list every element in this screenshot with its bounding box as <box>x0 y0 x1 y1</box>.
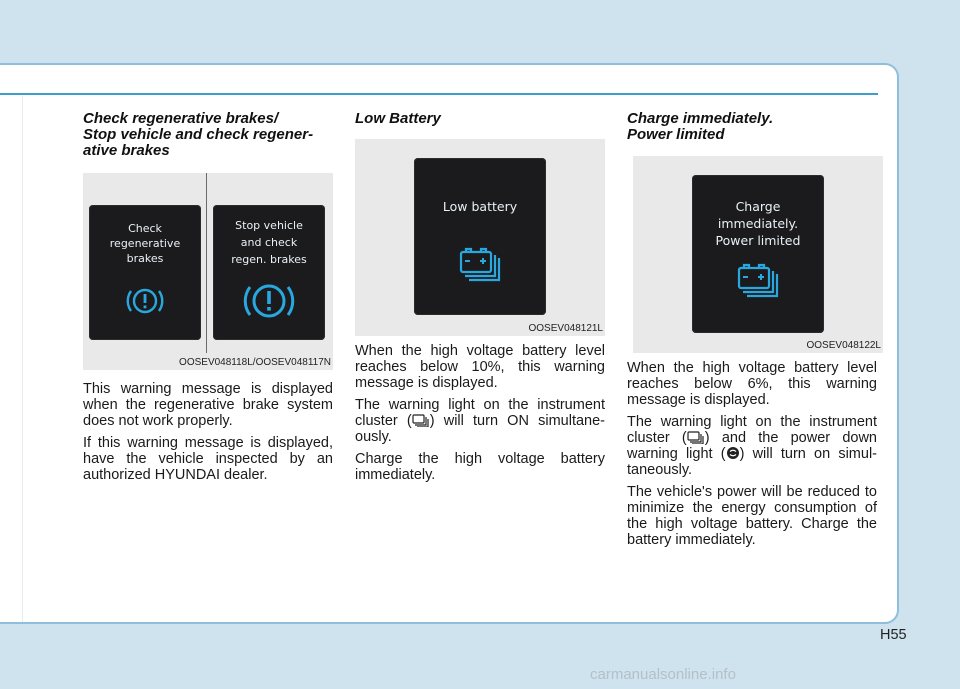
header-rule <box>0 93 878 95</box>
paragraph: When the high voltage battery level reaches below 6%, this warning message is displayed. <box>627 360 877 408</box>
paragraph: When the high voltage battery level reaches below 10%, this warning message is displayed. <box>355 343 605 391</box>
watermark: carmanualsonline.info <box>590 666 736 683</box>
screen-line: Low battery <box>442 199 518 214</box>
screen-line: regenerative <box>109 237 181 250</box>
screen-line: regen. brakes <box>231 253 307 266</box>
paragraph <box>355 397 605 445</box>
heading-line: Low Battery <box>355 110 441 127</box>
figure-code: OOSEV048122L <box>806 340 881 351</box>
screen-line: brakes <box>126 252 164 265</box>
section-body <box>627 360 877 554</box>
battery-warning-icon <box>458 246 504 282</box>
figure-charge-immediately <box>633 156 883 353</box>
figure-divider <box>206 173 207 353</box>
paragraph: This warning message is displayed when the regenerative brake system does not work properly. <box>83 381 333 429</box>
paragraph-text: ) will turn on simul-taneously. <box>627 446 878 478</box>
screen-message <box>414 198 546 215</box>
screen-line: Stop vehicle <box>235 219 303 232</box>
section-regenerative-brakes <box>83 111 333 159</box>
paragraph: Charge the high voltage battery immediately. <box>355 451 605 483</box>
figure-code: OOSEV048121L <box>528 323 603 334</box>
screen-line: Check <box>128 222 162 235</box>
screen-line: Power limited <box>715 233 801 248</box>
section-heading <box>83 111 333 159</box>
heading-line: ative brakes <box>83 142 170 159</box>
paragraph: The vehicle's power will be reduced to minimize the energy consumption of the high voltage battery. Charge the battery immediately. <box>627 484 877 548</box>
cluster-screen <box>89 205 201 340</box>
screen-message <box>89 221 201 266</box>
screen-line: immediately. <box>717 216 799 231</box>
figure-code: OOSEV048118L/OOSEV048117N <box>179 357 331 368</box>
cluster-screen <box>414 158 546 315</box>
cluster-screen <box>213 205 325 340</box>
screen-line: and check <box>240 236 298 249</box>
battery-warning-icon <box>687 430 705 444</box>
figure-regen-brakes <box>83 173 333 370</box>
figure-low-battery <box>355 139 605 336</box>
margin-line <box>22 96 23 622</box>
paragraph-text: The warning light on the instrument cluster ( <box>355 397 605 429</box>
screen-line: Charge <box>735 199 781 214</box>
section-low-battery <box>355 111 605 127</box>
paragraph-text: ) and the power down warning light ( <box>627 430 877 462</box>
heading-line: Charge immediately. <box>627 110 774 127</box>
battery-warning-icon <box>412 413 430 427</box>
screen-message <box>692 198 824 249</box>
cluster-screen <box>692 175 824 333</box>
page-number: H55 <box>880 627 907 643</box>
battery-warning-icon <box>736 262 782 298</box>
paragraph: If this warning message is displayed, have the vehicle inspected by an authorized HYUNDAI dealer. <box>83 435 333 483</box>
power-down-icon <box>726 446 740 460</box>
paragraph <box>627 414 877 478</box>
section-heading <box>355 111 605 127</box>
heading-line: Stop vehicle and check regener- <box>83 126 314 143</box>
screen-message <box>213 217 325 268</box>
brake-warning-icon <box>126 285 164 317</box>
paragraph-text: ) will turn ON simultane-ously. <box>355 413 605 445</box>
section-body <box>355 343 605 489</box>
paragraph-text: The warning light on the instrument cluster ( <box>627 414 877 446</box>
brake-warning-icon <box>243 279 295 323</box>
heading-line: Check regenerative brakes/ <box>83 110 279 127</box>
section-body <box>83 381 333 489</box>
section-heading <box>627 111 877 143</box>
heading-line: Power limited <box>627 126 725 143</box>
section-charge-immediately <box>627 111 877 143</box>
